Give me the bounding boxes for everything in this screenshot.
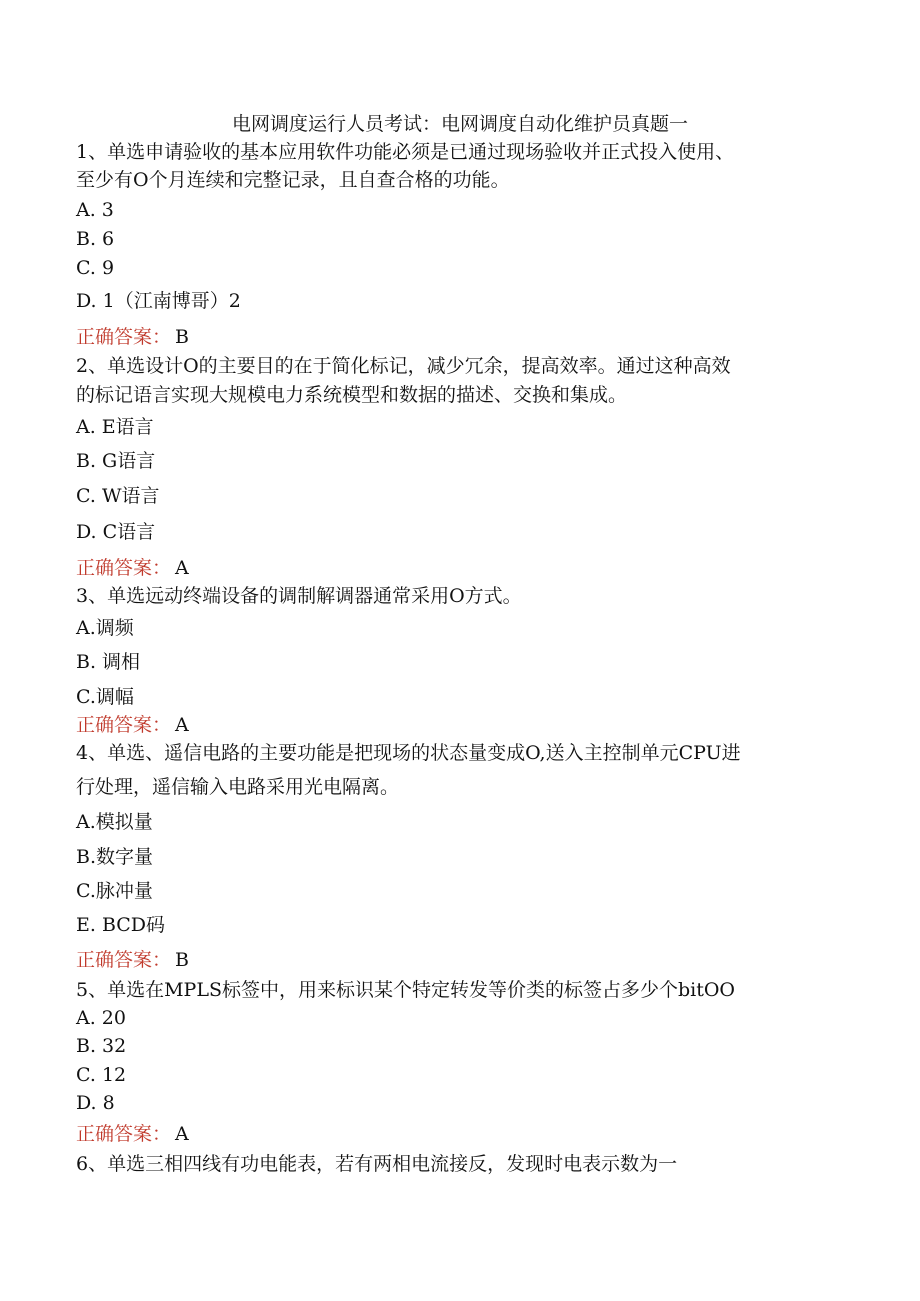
answer-label: 正确答案： (76, 714, 172, 736)
question-2-answer (76, 556, 189, 582)
answer-label: 正确答案： (76, 949, 172, 971)
question-2-option-d: D. C语言 (76, 521, 156, 543)
question-2-stem-line-1: 2、单选设计O的主要目的在于简化标记，减少冗余，提高效率。通过这种高效 (76, 355, 731, 377)
answer-letter: A (175, 1123, 189, 1145)
question-4-answer (76, 948, 189, 974)
question-3-option-a: A.调频 (76, 617, 134, 639)
question-1-option-b: B. 6 (76, 228, 115, 250)
answer-letter: B (175, 326, 189, 348)
answer-label: 正确答案： (76, 1123, 172, 1145)
question-1-option-c: C. 9 (76, 257, 115, 279)
question-1-stem-line-2: 至少有O个月连续和完整记录，且自查合格的功能。 (76, 169, 510, 191)
question-3-option-b: B. 调相 (76, 651, 141, 673)
question-4-option-c: C.脉冲量 (76, 880, 153, 902)
question-2-option-c: C. W语言 (76, 485, 160, 507)
question-5-option-c: C. 12 (76, 1064, 127, 1086)
question-2-option-b: B. G语言 (76, 450, 156, 472)
question-1-option-d: D. 1（江南博哥）2 (76, 290, 241, 312)
question-4-option-a: A.模拟量 (76, 811, 153, 833)
question-5-stem-line-1: 5、单选在MPLS标签中，用来标识某个特定转发等价类的标签占多少个bitOO (76, 979, 735, 1001)
answer-label: 正确答案： (76, 326, 172, 348)
question-3-option-c: C.调幅 (76, 686, 134, 708)
answer-letter: B (175, 949, 189, 971)
question-2-stem-line-2: 的标记语言实现大规模电力系统模型和数据的描述、交换和集成。 (76, 384, 628, 406)
question-4-option-e: E. BCD码 (76, 914, 166, 936)
question-5-option-b: B. 32 (76, 1035, 127, 1057)
question-1-stem-line-1: 1、单选申请验收的基本应用软件功能必须是已通过现场验收并正式投入使用、 (76, 141, 735, 163)
question-3-answer (76, 713, 189, 739)
question-4-stem-line-2: 行处理，遥信输入电路采用光电隔离。 (76, 776, 400, 798)
answer-label: 正确答案： (76, 557, 172, 579)
question-4-stem-line-1: 4、单选、遥信电路的主要功能是把现场的状态量变成O,送入主控制单元CPU进 (76, 742, 741, 764)
question-4-option-b: B.数字量 (76, 846, 154, 868)
question-1-option-a: A. 3 (76, 199, 114, 221)
question-1-answer (76, 325, 189, 351)
question-3-stem-line-1: 3、单选远动终端设备的调制解调器通常采用O方式。 (76, 585, 522, 607)
question-5-option-a: A. 20 (76, 1007, 126, 1029)
question-6-stem-line-1: 6、单选三相四线有功电能表，若有两相电流接反，发现时电表示数为一 (76, 1153, 678, 1175)
document-title: 电网调度运行人员考试：电网调度自动化维护员真题一 (231, 113, 688, 135)
answer-letter: A (175, 557, 189, 579)
question-5-option-d: D. 8 (76, 1092, 115, 1114)
question-2-option-a: A. E语言 (76, 416, 154, 438)
answer-letter: A (175, 714, 189, 736)
question-5-answer (76, 1122, 189, 1148)
